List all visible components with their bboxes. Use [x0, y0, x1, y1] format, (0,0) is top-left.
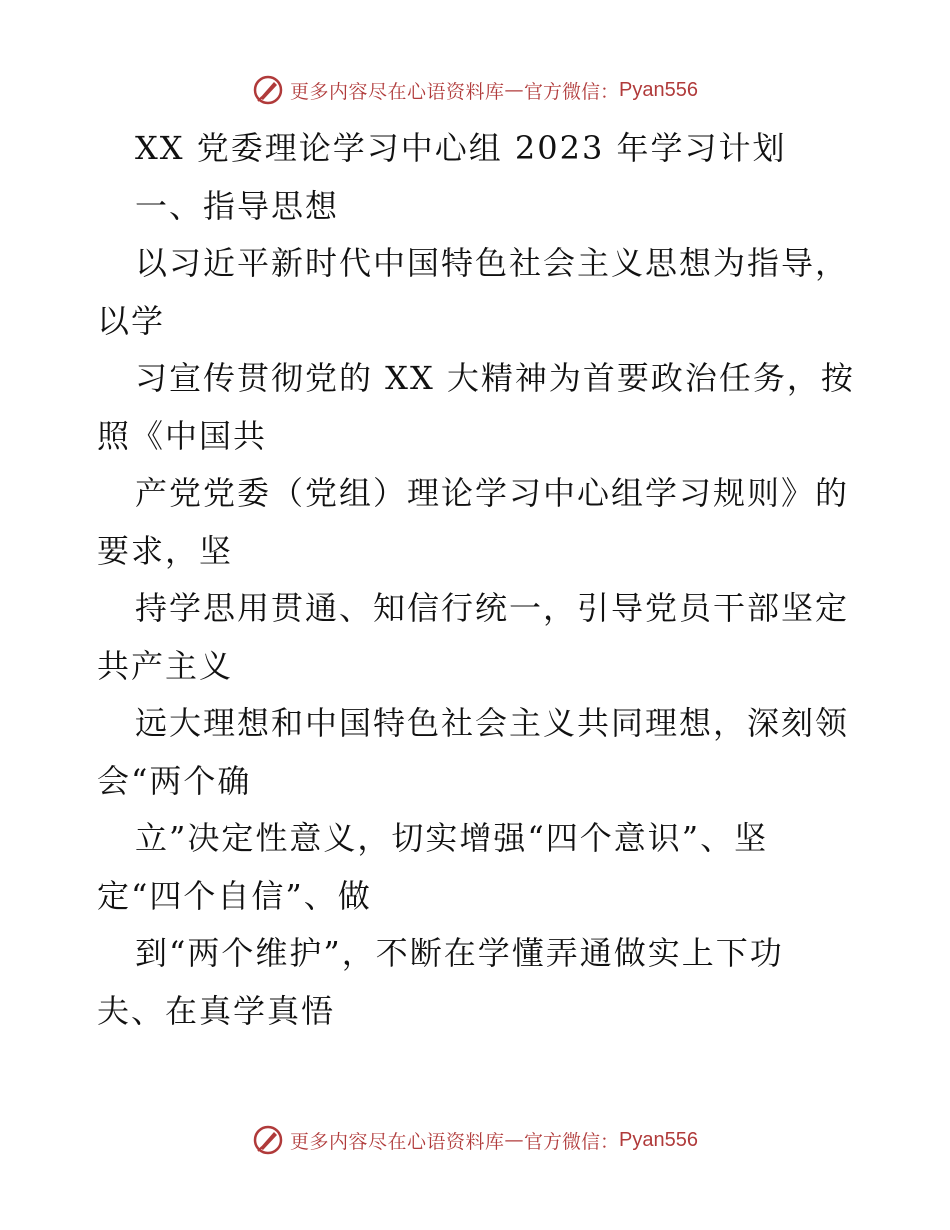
paragraph-line: 习宣传贯彻党的 XX 大精神为首要政治任务，按	[135, 359, 855, 397]
quill-logo-icon	[252, 74, 284, 106]
paragraph-line: 要求，坚	[97, 531, 234, 570]
paragraph-line: 远大理想和中国特色社会主义共同理想，深刻领	[135, 704, 850, 742]
banner-dash: —	[504, 1129, 525, 1151]
paragraph-line: 到“两个维护”，不断在学懂弄通做实上下功	[135, 934, 784, 972]
paragraph-line: 产党党委（党组）理论学习中心组学习规则》的	[135, 474, 850, 512]
paragraph-line: 以学	[97, 301, 166, 340]
paragraph-line: 会“两个确	[97, 761, 252, 800]
header-banner	[0, 70, 950, 110]
banner-text: 更多内容尽在心语资料库	[290, 1130, 505, 1153]
banner-wechat-id: Pyan556	[619, 1128, 698, 1151]
paragraph-line: 照《中国共	[97, 416, 268, 455]
banner-wechat-id: Pyan556	[619, 78, 698, 101]
banner-text: 更多内容尽在心语资料库	[290, 80, 505, 103]
paragraph-line: 定“四个自信”、做	[97, 876, 372, 915]
banner-wechat-label: 官方微信：	[524, 1130, 620, 1153]
paragraph-line: 共产主义	[97, 646, 234, 685]
paragraph-line: 持学思用贯通、知信行统一，引导党员干部坚定	[135, 589, 850, 627]
paragraph-line: 以习近平新时代中国特色社会主义思想为指导，	[135, 244, 850, 282]
quill-logo-icon	[252, 1124, 284, 1156]
footer-banner	[0, 1120, 950, 1160]
paragraph-line: 夫、在真学真悟	[97, 991, 336, 1030]
banner-dash: —	[504, 79, 525, 101]
paragraph-line: 立”决定性意义，切实增强“四个意识”、坚	[135, 819, 769, 857]
banner-wechat-label: 官方微信：	[524, 80, 620, 103]
document-body	[97, 120, 867, 1040]
section-heading: 一、指导思想	[135, 186, 340, 225]
document-title: XX 党委理论学习中心组 2023 年学习计划	[135, 129, 787, 167]
